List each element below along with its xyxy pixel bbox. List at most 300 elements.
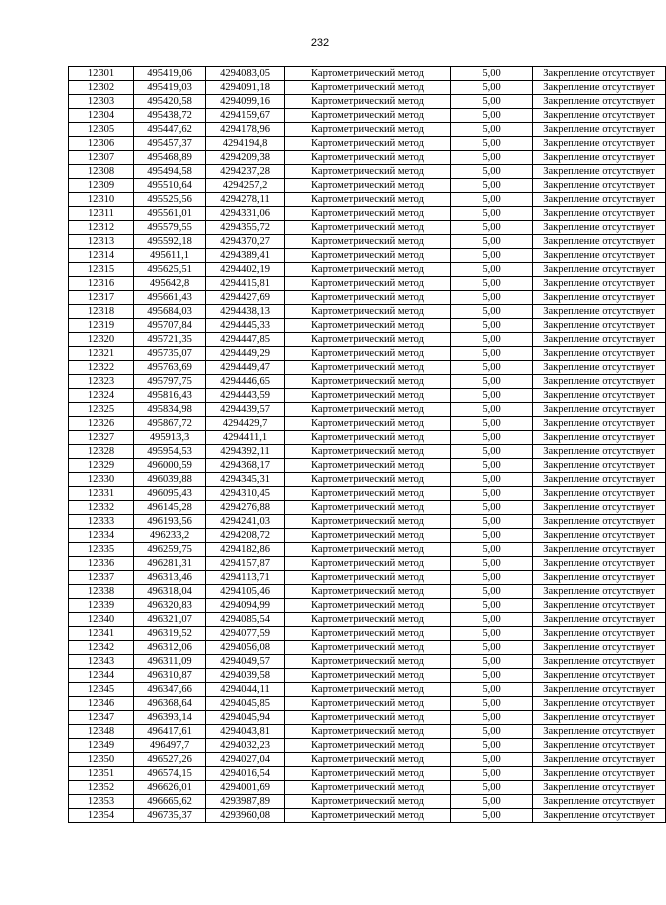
- point-number-cell: 12307: [69, 151, 134, 165]
- coordinates-table: [68, 66, 666, 823]
- accuracy-cell: 5,00: [451, 487, 533, 501]
- accuracy-cell: 5,00: [451, 473, 533, 487]
- accuracy-cell: 5,00: [451, 375, 533, 389]
- x-coordinate-cell: 495797,75: [134, 375, 206, 389]
- point-number-cell: 12308: [69, 165, 134, 179]
- method-cell: Картометрический метод: [285, 277, 451, 291]
- x-coordinate-cell: 496417,61: [134, 725, 206, 739]
- fixing-cell: Закрепление отсутствует: [533, 137, 666, 151]
- accuracy-cell: 5,00: [451, 725, 533, 739]
- y-coordinate-cell: 4294032,23: [206, 739, 285, 753]
- y-coordinate-cell: 4294039,58: [206, 669, 285, 683]
- x-coordinate-cell: 495468,89: [134, 151, 206, 165]
- table-row: [69, 725, 666, 739]
- y-coordinate-cell: 4294105,46: [206, 585, 285, 599]
- table-row: [69, 599, 666, 613]
- table-row: [69, 375, 666, 389]
- x-coordinate-cell: 495661,43: [134, 291, 206, 305]
- accuracy-cell: 5,00: [451, 767, 533, 781]
- method-cell: Картометрический метод: [285, 431, 451, 445]
- y-coordinate-cell: 4294446,65: [206, 375, 285, 389]
- method-cell: Картометрический метод: [285, 683, 451, 697]
- fixing-cell: Закрепление отсутствует: [533, 235, 666, 249]
- fixing-cell: Закрепление отсутствует: [533, 249, 666, 263]
- x-coordinate-cell: 496735,37: [134, 809, 206, 823]
- accuracy-cell: 5,00: [451, 543, 533, 557]
- point-number-cell: 12306: [69, 137, 134, 151]
- table-row: [69, 109, 666, 123]
- x-coordinate-cell: 496497,7: [134, 739, 206, 753]
- accuracy-cell: 5,00: [451, 221, 533, 235]
- x-coordinate-cell: 496095,43: [134, 487, 206, 501]
- point-number-cell: 12320: [69, 333, 134, 347]
- fixing-cell: Закрепление отсутствует: [533, 417, 666, 431]
- point-number-cell: 12327: [69, 431, 134, 445]
- x-coordinate-cell: 495707,84: [134, 319, 206, 333]
- y-coordinate-cell: 4294443,59: [206, 389, 285, 403]
- fixing-cell: Закрепление отсутствует: [533, 193, 666, 207]
- x-coordinate-cell: 495420,58: [134, 95, 206, 109]
- method-cell: Картометрический метод: [285, 459, 451, 473]
- point-number-cell: 12353: [69, 795, 134, 809]
- y-coordinate-cell: 4294439,57: [206, 403, 285, 417]
- method-cell: Картометрический метод: [285, 725, 451, 739]
- table-row: [69, 305, 666, 319]
- table-row: [69, 697, 666, 711]
- x-coordinate-cell: 495592,18: [134, 235, 206, 249]
- method-cell: Картометрический метод: [285, 263, 451, 277]
- table-row: [69, 403, 666, 417]
- x-coordinate-cell: 496393,14: [134, 711, 206, 725]
- x-coordinate-cell: 496193,56: [134, 515, 206, 529]
- table-row: [69, 235, 666, 249]
- method-cell: Картометрический метод: [285, 319, 451, 333]
- accuracy-cell: 5,00: [451, 795, 533, 809]
- table-row: [69, 753, 666, 767]
- point-number-cell: 12329: [69, 459, 134, 473]
- accuracy-cell: 5,00: [451, 403, 533, 417]
- table-row: [69, 137, 666, 151]
- x-coordinate-cell: 496313,46: [134, 571, 206, 585]
- table-row: [69, 263, 666, 277]
- y-coordinate-cell: 4294001,69: [206, 781, 285, 795]
- x-coordinate-cell: 495684,03: [134, 305, 206, 319]
- method-cell: Картометрический метод: [285, 501, 451, 515]
- fixing-cell: Закрепление отсутствует: [533, 333, 666, 347]
- x-coordinate-cell: 496000,59: [134, 459, 206, 473]
- x-coordinate-cell: 495438,72: [134, 109, 206, 123]
- method-cell: Картометрический метод: [285, 333, 451, 347]
- method-cell: Картометрический метод: [285, 487, 451, 501]
- fixing-cell: Закрепление отсутствует: [533, 753, 666, 767]
- x-coordinate-cell: 495913,3: [134, 431, 206, 445]
- accuracy-cell: 5,00: [451, 347, 533, 361]
- point-number-cell: 12301: [69, 67, 134, 81]
- table-row: [69, 207, 666, 221]
- fixing-cell: Закрепление отсутствует: [533, 375, 666, 389]
- method-cell: Картометрический метод: [285, 767, 451, 781]
- table-row: [69, 123, 666, 137]
- y-coordinate-cell: 4294411,1: [206, 431, 285, 445]
- accuracy-cell: 5,00: [451, 263, 533, 277]
- y-coordinate-cell: 4294099,16: [206, 95, 285, 109]
- fixing-cell: Закрепление отсутствует: [533, 319, 666, 333]
- y-coordinate-cell: 4294085,54: [206, 613, 285, 627]
- y-coordinate-cell: 4294178,96: [206, 123, 285, 137]
- fixing-cell: Закрепление отсутствует: [533, 109, 666, 123]
- method-cell: Картометрический метод: [285, 781, 451, 795]
- table-row: [69, 417, 666, 431]
- x-coordinate-cell: 496312,06: [134, 641, 206, 655]
- fixing-cell: Закрепление отсутствует: [533, 725, 666, 739]
- fixing-cell: Закрепление отсутствует: [533, 501, 666, 515]
- x-coordinate-cell: 495561,01: [134, 207, 206, 221]
- y-coordinate-cell: 4294449,47: [206, 361, 285, 375]
- fixing-cell: Закрепление отсутствует: [533, 795, 666, 809]
- point-number-cell: 12345: [69, 683, 134, 697]
- y-coordinate-cell: 4294392,11: [206, 445, 285, 459]
- y-coordinate-cell: 4294278,11: [206, 193, 285, 207]
- point-number-cell: 12339: [69, 599, 134, 613]
- table-row: [69, 67, 666, 81]
- point-number-cell: 12332: [69, 501, 134, 515]
- method-cell: Картометрический метод: [285, 235, 451, 249]
- method-cell: Картометрический метод: [285, 711, 451, 725]
- y-coordinate-cell: 4294091,18: [206, 81, 285, 95]
- x-coordinate-cell: 495579,55: [134, 221, 206, 235]
- table-row: [69, 81, 666, 95]
- accuracy-cell: 5,00: [451, 207, 533, 221]
- y-coordinate-cell: 4294415,81: [206, 277, 285, 291]
- point-number-cell: 12334: [69, 529, 134, 543]
- fixing-cell: Закрепление отсутствует: [533, 543, 666, 557]
- method-cell: Картометрический метод: [285, 669, 451, 683]
- point-number-cell: 12349: [69, 739, 134, 753]
- method-cell: Картометрический метод: [285, 347, 451, 361]
- fixing-cell: Закрепление отсутствует: [533, 613, 666, 627]
- accuracy-cell: 5,00: [451, 277, 533, 291]
- fixing-cell: Закрепление отсутствует: [533, 389, 666, 403]
- table-row: [69, 249, 666, 263]
- y-coordinate-cell: 4294449,29: [206, 347, 285, 361]
- fixing-cell: Закрепление отсутствует: [533, 459, 666, 473]
- point-number-cell: 12337: [69, 571, 134, 585]
- y-coordinate-cell: 4294194,8: [206, 137, 285, 151]
- table-row: [69, 809, 666, 823]
- x-coordinate-cell: 495419,06: [134, 67, 206, 81]
- table-row: [69, 781, 666, 795]
- point-number-cell: 12316: [69, 277, 134, 291]
- point-number-cell: 12310: [69, 193, 134, 207]
- accuracy-cell: 5,00: [451, 81, 533, 95]
- y-coordinate-cell: 4294077,59: [206, 627, 285, 641]
- table-row: [69, 459, 666, 473]
- point-number-cell: 12352: [69, 781, 134, 795]
- table-row: [69, 277, 666, 291]
- y-coordinate-cell: 4294368,17: [206, 459, 285, 473]
- y-coordinate-cell: 4294310,45: [206, 487, 285, 501]
- accuracy-cell: 5,00: [451, 109, 533, 123]
- x-coordinate-cell: 495867,72: [134, 417, 206, 431]
- accuracy-cell: 5,00: [451, 291, 533, 305]
- y-coordinate-cell: 4294027,04: [206, 753, 285, 767]
- table-row: [69, 571, 666, 585]
- method-cell: Картометрический метод: [285, 207, 451, 221]
- table-row: [69, 501, 666, 515]
- point-number-cell: 12330: [69, 473, 134, 487]
- table-row: [69, 165, 666, 179]
- y-coordinate-cell: 4294429,7: [206, 417, 285, 431]
- fixing-cell: Закрепление отсутствует: [533, 711, 666, 725]
- table-row: [69, 641, 666, 655]
- method-cell: Картометрический метод: [285, 249, 451, 263]
- accuracy-cell: 5,00: [451, 95, 533, 109]
- point-number-cell: 12336: [69, 557, 134, 571]
- fixing-cell: Закрепление отсутствует: [533, 529, 666, 543]
- method-cell: Картометрический метод: [285, 543, 451, 557]
- method-cell: Картометрический метод: [285, 739, 451, 753]
- accuracy-cell: 5,00: [451, 711, 533, 725]
- x-coordinate-cell: 495816,43: [134, 389, 206, 403]
- fixing-cell: Закрепление отсутствует: [533, 487, 666, 501]
- accuracy-cell: 5,00: [451, 151, 533, 165]
- point-number-cell: 12322: [69, 361, 134, 375]
- table-row: [69, 193, 666, 207]
- fixing-cell: Закрепление отсутствует: [533, 697, 666, 711]
- fixing-cell: Закрепление отсутствует: [533, 627, 666, 641]
- table-row: [69, 795, 666, 809]
- method-cell: Картометрический метод: [285, 109, 451, 123]
- table-row: [69, 487, 666, 501]
- y-coordinate-cell: 4294237,28: [206, 165, 285, 179]
- y-coordinate-cell: 4294331,06: [206, 207, 285, 221]
- y-coordinate-cell: 4294447,85: [206, 333, 285, 347]
- accuracy-cell: 5,00: [451, 193, 533, 207]
- method-cell: Картометрический метод: [285, 697, 451, 711]
- y-coordinate-cell: 4294083,05: [206, 67, 285, 81]
- method-cell: Картометрический метод: [285, 529, 451, 543]
- x-coordinate-cell: 496319,52: [134, 627, 206, 641]
- x-coordinate-cell: 496321,07: [134, 613, 206, 627]
- point-number-cell: 12311: [69, 207, 134, 221]
- y-coordinate-cell: 4294043,81: [206, 725, 285, 739]
- point-number-cell: 12354: [69, 809, 134, 823]
- method-cell: Картометрический метод: [285, 655, 451, 669]
- x-coordinate-cell: 495642,8: [134, 277, 206, 291]
- y-coordinate-cell: 4294276,88: [206, 501, 285, 515]
- accuracy-cell: 5,00: [451, 501, 533, 515]
- y-coordinate-cell: 4294209,38: [206, 151, 285, 165]
- y-coordinate-cell: 4294257,2: [206, 179, 285, 193]
- table-row: [69, 347, 666, 361]
- accuracy-cell: 5,00: [451, 361, 533, 375]
- point-number-cell: 12344: [69, 669, 134, 683]
- accuracy-cell: 5,00: [451, 557, 533, 571]
- table-row: [69, 711, 666, 725]
- x-coordinate-cell: 496145,28: [134, 501, 206, 515]
- method-cell: Картометрический метод: [285, 305, 451, 319]
- method-cell: Картометрический метод: [285, 123, 451, 137]
- table-row: [69, 739, 666, 753]
- point-number-cell: 12309: [69, 179, 134, 193]
- fixing-cell: Закрепление отсутствует: [533, 767, 666, 781]
- method-cell: Картометрический метод: [285, 291, 451, 305]
- point-number-cell: 12350: [69, 753, 134, 767]
- point-number-cell: 12347: [69, 711, 134, 725]
- table-row: [69, 95, 666, 109]
- table-row: [69, 389, 666, 403]
- y-coordinate-cell: 4294389,41: [206, 249, 285, 263]
- accuracy-cell: 5,00: [451, 305, 533, 319]
- point-number-cell: 12340: [69, 613, 134, 627]
- y-coordinate-cell: 4293987,89: [206, 795, 285, 809]
- table-row: [69, 445, 666, 459]
- x-coordinate-cell: 496574,15: [134, 767, 206, 781]
- table-row: [69, 179, 666, 193]
- fixing-cell: Закрепление отсутствует: [533, 277, 666, 291]
- y-coordinate-cell: 4294045,85: [206, 697, 285, 711]
- table-row: [69, 515, 666, 529]
- table-row: [69, 333, 666, 347]
- point-number-cell: 12328: [69, 445, 134, 459]
- point-number-cell: 12325: [69, 403, 134, 417]
- method-cell: Картометрический метод: [285, 473, 451, 487]
- table-row: [69, 683, 666, 697]
- y-coordinate-cell: 4294049,57: [206, 655, 285, 669]
- x-coordinate-cell: 495735,07: [134, 347, 206, 361]
- accuracy-cell: 5,00: [451, 165, 533, 179]
- fixing-cell: Закрепление отсутствует: [533, 473, 666, 487]
- fixing-cell: Закрепление отсутствует: [533, 655, 666, 669]
- accuracy-cell: 5,00: [451, 529, 533, 543]
- accuracy-cell: 5,00: [451, 123, 533, 137]
- accuracy-cell: 5,00: [451, 599, 533, 613]
- fixing-cell: Закрепление отсутствует: [533, 165, 666, 179]
- point-number-cell: 12303: [69, 95, 134, 109]
- accuracy-cell: 5,00: [451, 627, 533, 641]
- method-cell: Картометрический метод: [285, 417, 451, 431]
- fixing-cell: Закрепление отсутствует: [533, 151, 666, 165]
- fixing-cell: Закрепление отсутствует: [533, 263, 666, 277]
- method-cell: Картометрический метод: [285, 221, 451, 235]
- y-coordinate-cell: 4294445,33: [206, 319, 285, 333]
- y-coordinate-cell: 4294045,94: [206, 711, 285, 725]
- accuracy-cell: 5,00: [451, 459, 533, 473]
- point-number-cell: 12351: [69, 767, 134, 781]
- fixing-cell: Закрепление отсутствует: [533, 557, 666, 571]
- y-coordinate-cell: 4294402,19: [206, 263, 285, 277]
- accuracy-cell: 5,00: [451, 179, 533, 193]
- point-number-cell: 12315: [69, 263, 134, 277]
- fixing-cell: Закрепление отсутствует: [533, 67, 666, 81]
- point-number-cell: 12335: [69, 543, 134, 557]
- method-cell: Картометрический метод: [285, 137, 451, 151]
- fixing-cell: Закрепление отсутствует: [533, 403, 666, 417]
- table-row: [69, 655, 666, 669]
- table-row: [69, 529, 666, 543]
- method-cell: Картометрический метод: [285, 571, 451, 585]
- table-row: [69, 291, 666, 305]
- table-row: [69, 361, 666, 375]
- x-coordinate-cell: 496281,31: [134, 557, 206, 571]
- accuracy-cell: 5,00: [451, 655, 533, 669]
- x-coordinate-cell: 496311,09: [134, 655, 206, 669]
- accuracy-cell: 5,00: [451, 389, 533, 403]
- point-number-cell: 12331: [69, 487, 134, 501]
- x-coordinate-cell: 495625,51: [134, 263, 206, 277]
- point-number-cell: 12321: [69, 347, 134, 361]
- point-number-cell: 12341: [69, 627, 134, 641]
- accuracy-cell: 5,00: [451, 137, 533, 151]
- point-number-cell: 12302: [69, 81, 134, 95]
- accuracy-cell: 5,00: [451, 249, 533, 263]
- accuracy-cell: 5,00: [451, 641, 533, 655]
- point-number-cell: 12333: [69, 515, 134, 529]
- accuracy-cell: 5,00: [451, 809, 533, 823]
- x-coordinate-cell: 495419,03: [134, 81, 206, 95]
- table-row: [69, 221, 666, 235]
- method-cell: Картометрический метод: [285, 515, 451, 529]
- accuracy-cell: 5,00: [451, 235, 533, 249]
- y-coordinate-cell: 4294044,11: [206, 683, 285, 697]
- accuracy-cell: 5,00: [451, 67, 533, 81]
- fixing-cell: Закрепление отсутствует: [533, 515, 666, 529]
- fixing-cell: Закрепление отсутствует: [533, 739, 666, 753]
- table-row: [69, 669, 666, 683]
- x-coordinate-cell: 496233,2: [134, 529, 206, 543]
- method-cell: Картометрический метод: [285, 795, 451, 809]
- method-cell: Картометрический метод: [285, 165, 451, 179]
- accuracy-cell: 5,00: [451, 515, 533, 529]
- x-coordinate-cell: 495834,98: [134, 403, 206, 417]
- y-coordinate-cell: 4294438,13: [206, 305, 285, 319]
- table-row: [69, 627, 666, 641]
- accuracy-cell: 5,00: [451, 431, 533, 445]
- fixing-cell: Закрепление отсутствует: [533, 81, 666, 95]
- point-number-cell: 12305: [69, 123, 134, 137]
- x-coordinate-cell: 496626,01: [134, 781, 206, 795]
- method-cell: Картометрический метод: [285, 557, 451, 571]
- accuracy-cell: 5,00: [451, 585, 533, 599]
- method-cell: Картометрический метод: [285, 445, 451, 459]
- point-number-cell: 12323: [69, 375, 134, 389]
- y-coordinate-cell: 4294208,72: [206, 529, 285, 543]
- point-number-cell: 12338: [69, 585, 134, 599]
- method-cell: Картометрический метод: [285, 627, 451, 641]
- fixing-cell: Закрепление отсутствует: [533, 361, 666, 375]
- y-coordinate-cell: 4294182,86: [206, 543, 285, 557]
- method-cell: Картометрический метод: [285, 95, 451, 109]
- y-coordinate-cell: 4294113,71: [206, 571, 285, 585]
- table-row: [69, 585, 666, 599]
- page-number: 232: [310, 37, 330, 49]
- method-cell: Картометрический метод: [285, 179, 451, 193]
- table-row: [69, 613, 666, 627]
- x-coordinate-cell: 496527,26: [134, 753, 206, 767]
- fixing-cell: Закрепление отсутствует: [533, 809, 666, 823]
- point-number-cell: 12324: [69, 389, 134, 403]
- accuracy-cell: 5,00: [451, 613, 533, 627]
- y-coordinate-cell: 4294355,72: [206, 221, 285, 235]
- x-coordinate-cell: 495447,62: [134, 123, 206, 137]
- coordinates-table-body: [69, 67, 666, 823]
- x-coordinate-cell: 495763,69: [134, 361, 206, 375]
- x-coordinate-cell: 495510,64: [134, 179, 206, 193]
- x-coordinate-cell: 496318,04: [134, 585, 206, 599]
- point-number-cell: 12314: [69, 249, 134, 263]
- method-cell: Картометрический метод: [285, 599, 451, 613]
- y-coordinate-cell: 4294159,67: [206, 109, 285, 123]
